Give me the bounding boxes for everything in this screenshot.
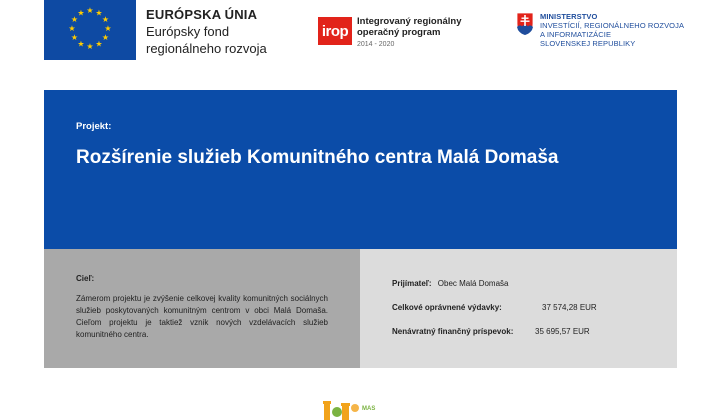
recipient-row: [392, 279, 508, 288]
eu-flag-icon: [44, 0, 136, 60]
svg-text:★: ★: [95, 8, 103, 18]
eu-union-label: EURÓPSKA ÚNIA: [146, 7, 258, 22]
svg-text:★: ★: [70, 15, 79, 24]
irop-logo-icon: irop: [318, 17, 352, 45]
project-label: Projekt:: [76, 121, 112, 132]
svg-text:★: ★: [101, 15, 110, 24]
ministry-line-4: SLOVENSKEJ REPUBLIKY: [540, 39, 636, 48]
irop-line-2: operačný program: [357, 27, 441, 38]
svg-text:★: ★: [104, 24, 112, 33]
svg-text:★: ★: [101, 33, 110, 42]
svg-text:★: ★: [68, 24, 76, 33]
eu-fund-caption: [146, 6, 267, 57]
ministry-caption: [540, 12, 684, 48]
irop-line-1: Integrovaný regionálny: [357, 16, 462, 27]
project-title: Rozšírenie služieb Komunitného centra Malá Domaša: [76, 147, 559, 168]
expenses-row: [392, 303, 597, 312]
mas-logo-icon: [322, 399, 398, 420]
irop-caption: [357, 16, 462, 50]
goal-text: Zámerom projektu je zvýšenie celkovej kvality komunitných sociálnych služieb poskytovaných komunitným centrom v obci Malá Domaša. Cieľom projektu je taktiež vznik nových vzdelávacích služieb komunitného centra.: [76, 294, 328, 339]
ministry-line-2: INVESTÍCIÍ, REGIONÁLNEHO ROZVOJA: [540, 21, 685, 30]
irop-years: 2014 - 2020: [357, 41, 395, 48]
grant-value: 35 695,57 EUR: [535, 327, 590, 336]
svg-text:★: ★: [77, 8, 85, 18]
svg-text:★: ★: [70, 33, 79, 42]
expenses-value: 37 574,28 EUR: [542, 303, 597, 312]
eu-fund-label: Európsky fond: [146, 24, 230, 39]
eu-fund-sublabel: regionálneho rozvoja: [146, 41, 267, 56]
svg-text:★: ★: [86, 42, 94, 51]
recipient-label: Prijímateľ:: [392, 279, 432, 288]
expenses-label: Celkové oprávnené výdavky:: [392, 303, 502, 312]
svg-text:★: ★: [95, 39, 103, 49]
ministry-line-3: A INFORMATIZÁCIE: [540, 30, 612, 39]
slovak-crest-icon: [516, 12, 534, 36]
ministry-line-1: MINISTERSTVO: [540, 12, 598, 21]
grant-row: [392, 327, 590, 336]
goal-panel: [44, 249, 360, 368]
goal-label: Cieľ:: [76, 274, 95, 283]
svg-text:★: ★: [77, 39, 85, 49]
grant-label: Nenávratný finančný príspevok:: [392, 327, 514, 336]
svg-text:★: ★: [86, 6, 94, 15]
facts-panel: [360, 249, 677, 368]
recipient-value: Obec Malá Domaša: [437, 279, 509, 288]
mas-logo-text: MAS: [362, 406, 376, 412]
project-panel: [44, 90, 677, 249]
